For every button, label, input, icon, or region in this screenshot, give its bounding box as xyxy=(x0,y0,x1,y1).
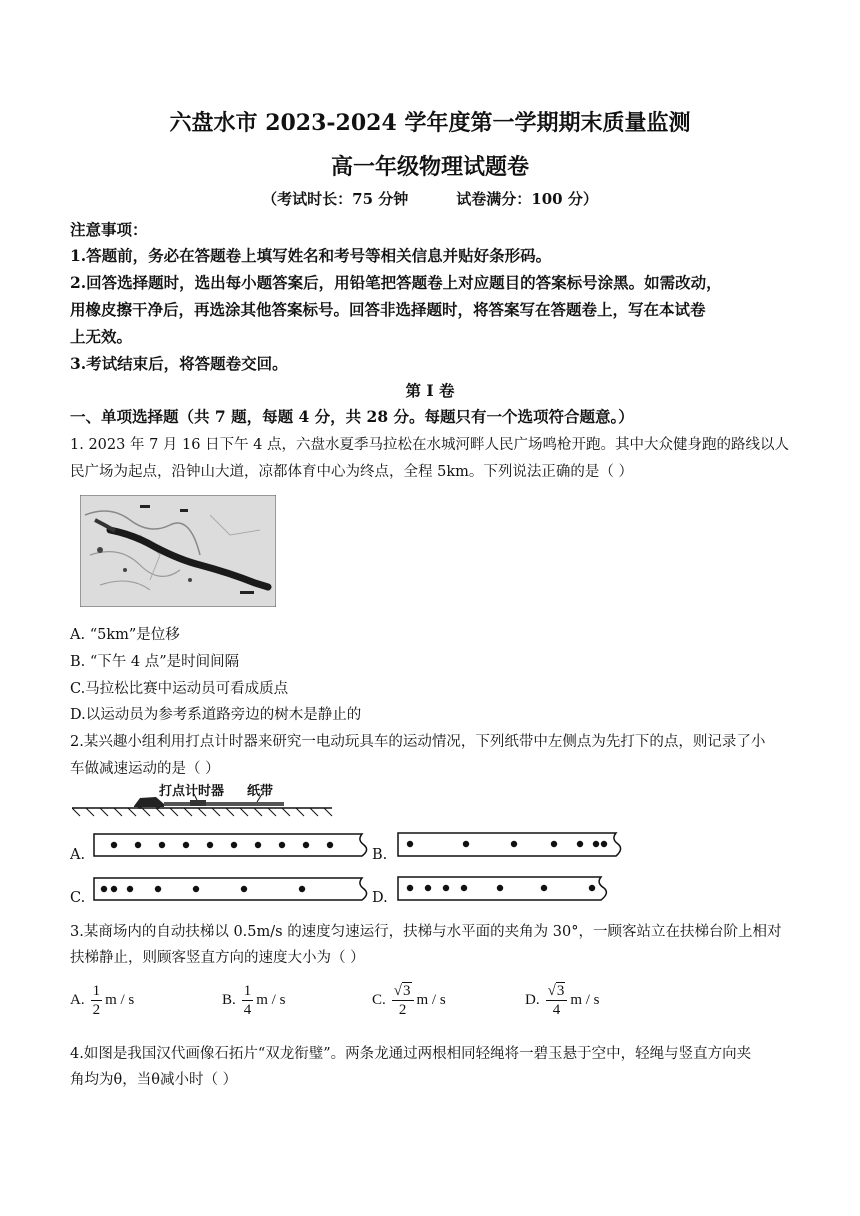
q3-d-fraction xyxy=(546,982,568,1019)
exam-score: 试卷满分：100 分） xyxy=(456,190,598,208)
q1-line1: 1. 2023 年 7 月 16 日下午 4 点，六盘水夏季马拉松在水城河畔人民广场鸣枪开跑。其中大众健身跑的路线以人 xyxy=(70,437,790,453)
tape-a xyxy=(92,830,377,860)
q3-a-unit: m / s xyxy=(105,992,135,1008)
note-1: 1.答题前，务必在答题卷上填写姓名和考号等相关信息并贴好条形码。 xyxy=(70,246,552,265)
q3-option-c xyxy=(372,982,446,1019)
q3-line2: 扶梯静止，则顾客竖直方向的速度大小为（ ） xyxy=(70,950,365,966)
q3-c-num xyxy=(392,982,414,1001)
q3-option-b xyxy=(222,982,285,1019)
q3-c-den: 2 xyxy=(398,1002,407,1018)
sqrt-symbol: √ 3 xyxy=(547,983,565,999)
tape-b xyxy=(396,828,631,860)
q3-a-num: 1 xyxy=(92,983,101,999)
volume-heading: 第 I 卷 xyxy=(405,381,455,400)
exam-subtitle: 高一年级物理试题卷 xyxy=(330,154,529,180)
q1-line2: 民广场为起点，沿钟山大道，凉都体育中心为终点，全程 5km。下列说法正确的是（ ） xyxy=(70,464,633,480)
note-2b: 用橡皮擦干净后，再选涂其他答案标号。回答非选择题时，将答案写在答题卷上，写在本试卷 xyxy=(70,300,706,319)
notes-heading: 注意事项： xyxy=(70,220,148,239)
q3-b-fraction xyxy=(242,982,254,1019)
q3-c-fraction xyxy=(392,982,414,1019)
q1-option-a: A. “5km”是位移 xyxy=(70,627,180,643)
q2-line2: 车做减速运动的是（ ） xyxy=(70,761,220,777)
q4-line1: 4.如图是我国汉代画像石拓片“双龙衔璧”。两条龙通过两根相同轻绳将一碧玉悬于空中，轻绳与竖直方向夹 xyxy=(70,1046,752,1062)
q3-d-num xyxy=(546,982,568,1001)
q3-b-label: B. xyxy=(222,992,236,1008)
q3-b-num: 1 xyxy=(243,983,252,999)
q3-d-label: D. xyxy=(525,992,540,1008)
q3-b-unit: m / s xyxy=(256,992,286,1008)
tape-label: 纸带 xyxy=(247,784,274,799)
q3-a-label: A. xyxy=(70,992,85,1008)
exam-info xyxy=(0,188,860,209)
note-2a: 2.回答选择题时，选出每小题答案后，用铅笔把答题卷上对应题目的答案标号涂黑。如需改动， xyxy=(70,273,722,292)
q2-label-b: B. xyxy=(372,847,388,863)
q2-label-c: C. xyxy=(70,890,86,906)
tape-c xyxy=(92,874,377,904)
route-map-image xyxy=(80,495,276,607)
exam-title: 六盘水市 2023-2024 学年度第一学期期末质量监测 xyxy=(169,110,691,136)
note-3: 3.考试结束后，将答题卷交回。 xyxy=(70,354,288,373)
q3-a-fraction xyxy=(91,982,103,1019)
q3-c-label: C. xyxy=(372,992,386,1008)
timer-label: 打点计时器 xyxy=(159,784,225,799)
q1-option-d: D.以运动员为参考系道路旁边的树木是静止的 xyxy=(70,707,362,723)
tape-d xyxy=(396,872,631,904)
timer-setup-figure xyxy=(72,782,342,822)
q3-option-a xyxy=(70,982,134,1019)
exam-time: （考试时长：75 分钟 xyxy=(262,190,409,208)
q3-option-d xyxy=(525,982,600,1019)
q3-d-unit: m / s xyxy=(570,992,600,1008)
q2-label-d: D. xyxy=(372,890,388,906)
part1-heading: 一、单项选择题（共 7 题，每题 4 分，共 28 分。每题只有一个选项符合题意。） xyxy=(70,407,634,426)
q3-line1: 3.某商场内的自动扶梯以 0.5m/s 的速度匀速运行，扶梯与水平面的夹角为 30°，一顾客站立在扶梯台阶上相对 xyxy=(70,924,782,940)
q2-label-a: A. xyxy=(70,847,86,863)
q1-option-c: C.马拉松比赛中运动员可看成质点 xyxy=(70,681,289,697)
note-2c: 上无效。 xyxy=(70,327,133,346)
q1-option-b: B. “下午 4 点”是时间间隔 xyxy=(70,654,240,670)
q3-d-radicand: 3 xyxy=(556,983,565,999)
q3-c-unit: m / s xyxy=(416,992,446,1008)
q2-line1: 2.某兴趣小组利用打点计时器来研究一电动玩具车的运动情况，下列纸带中左侧点为先打下的点，则记录了小 xyxy=(70,734,766,750)
q3-a-den: 2 xyxy=(92,1002,101,1018)
q3-d-den: 4 xyxy=(552,1002,561,1018)
q3-b-den: 4 xyxy=(243,1002,252,1018)
sqrt-symbol: √ 3 xyxy=(393,983,411,999)
q3-c-radicand: 3 xyxy=(403,983,411,999)
q4-line2: 角均为θ，当θ减小时（ ） xyxy=(70,1072,238,1088)
